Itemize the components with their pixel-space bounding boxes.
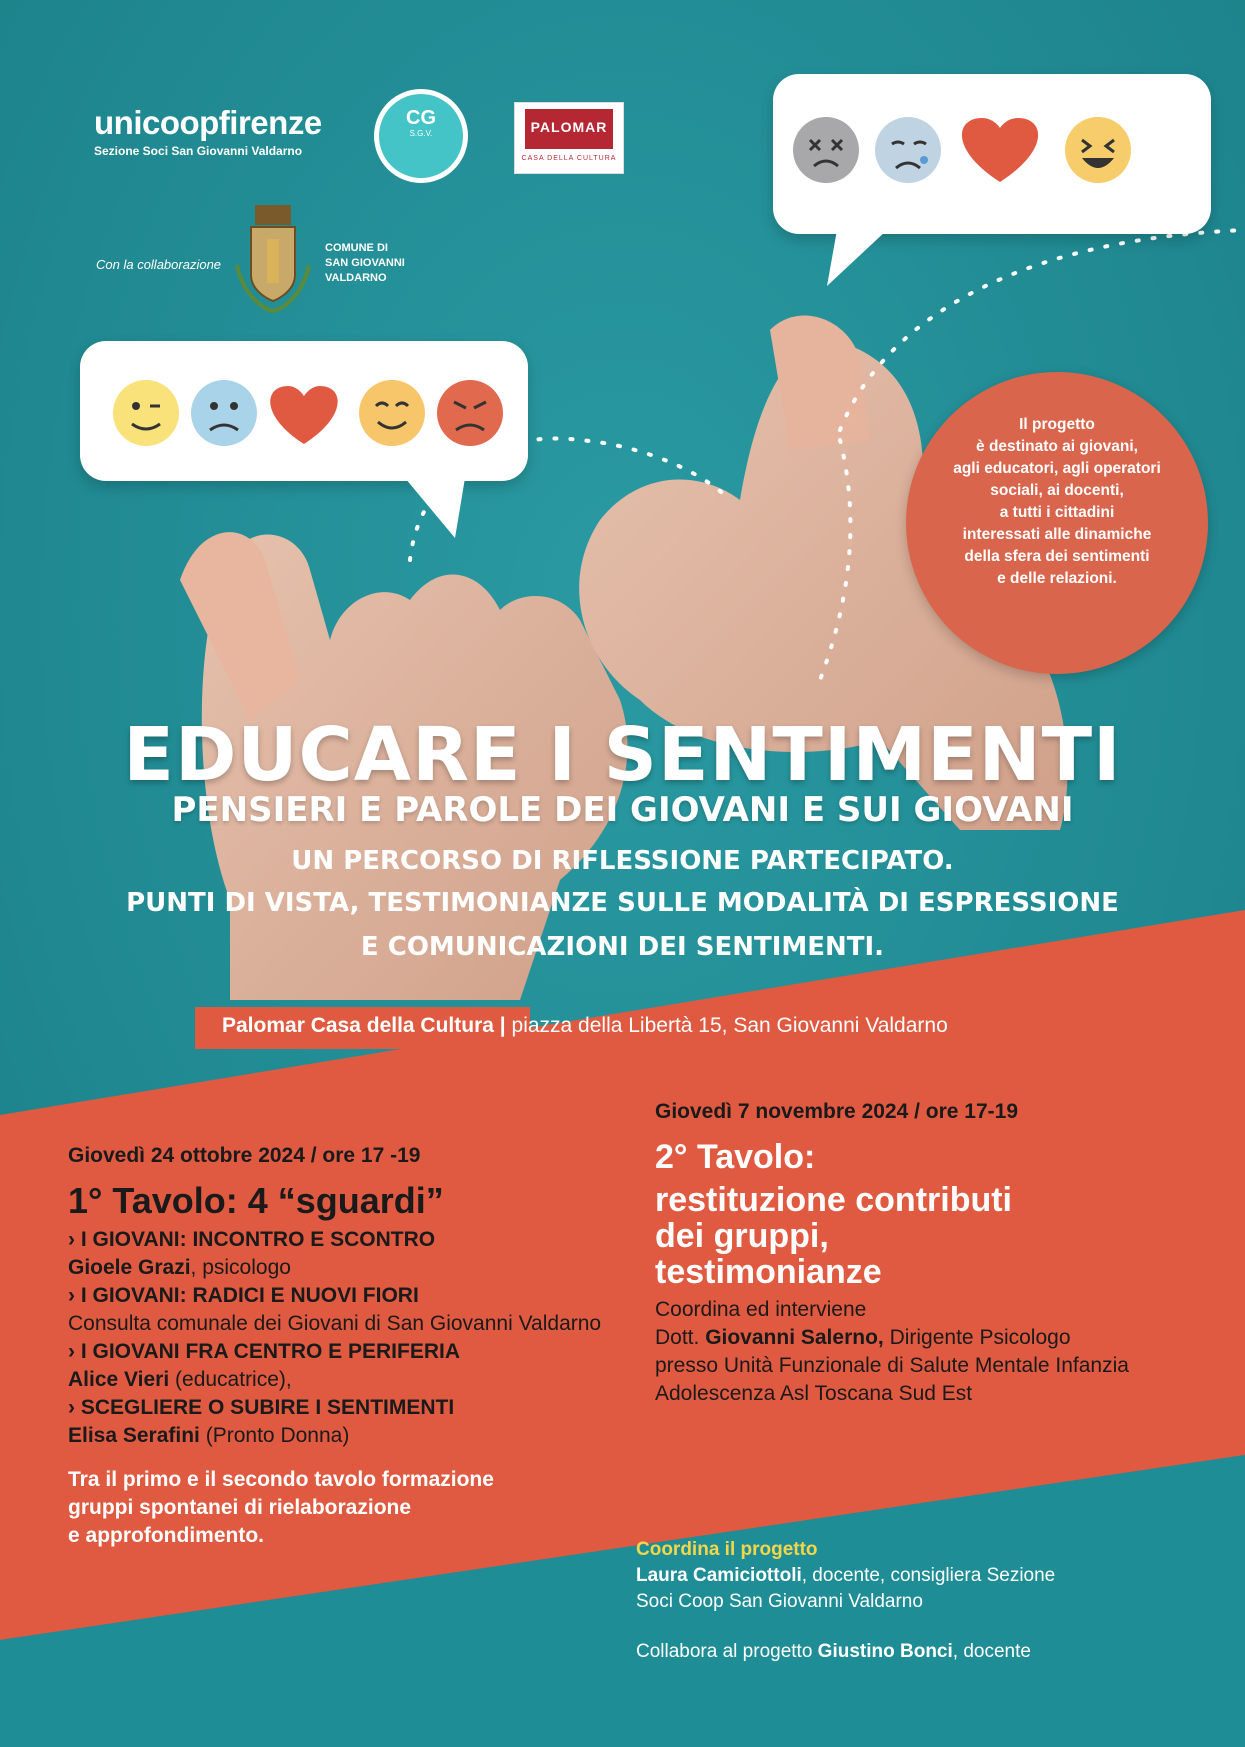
note-line: gruppi spontanei di rielaborazione <box>68 1496 412 1519</box>
event1-block <box>68 1142 668 1550</box>
sad-face-icon <box>191 380 257 446</box>
palomar-word: PALOMAR <box>530 119 608 135</box>
circle-line: interessati alle dinamiche <box>962 526 1152 543</box>
main-title: EDUCARE I SENTIMENTI <box>123 712 1122 798</box>
event2-speaker: Giovanni Salerno, <box>705 1326 884 1349</box>
event1-topic: › I GIOVANI: RADICI E NUOVI FIORI <box>68 1284 419 1307</box>
palomar-logo <box>514 102 624 174</box>
bubble-tail-left <box>405 478 475 538</box>
comune-line1: COMUNE DI <box>325 242 388 254</box>
circle-line: agli educatori, agli operatori <box>953 460 1161 477</box>
event1-item <box>68 1226 668 1282</box>
speaker-prefix: Dott. <box>655 1326 706 1349</box>
cg-logo <box>374 89 468 183</box>
event2-line: presso Unità Funzionale di Salute Mentale Infanzia <box>655 1354 1129 1377</box>
description-line-3: E COMUNICAZIONI DEI SENTIMENTI. <box>360 932 885 962</box>
event1-speaker: Alice Vieri <box>68 1368 170 1391</box>
event2-block <box>655 1098 1215 1408</box>
event2-speaker-role: Dirigente Psicologo <box>883 1326 1071 1349</box>
crying-face-icon <box>875 117 941 183</box>
collab-suffix: , docente <box>952 1641 1031 1662</box>
subtitle-line: testimonianze <box>655 1253 882 1291</box>
circle-line: sociali, ai docenti, <box>990 482 1124 499</box>
event1-role: Consulta comunale dei Giovani di San Giovanni Valdarno <box>68 1312 602 1335</box>
event1-topic: › I GIOVANI FRA CENTRO E PERIFERIA <box>68 1340 461 1363</box>
coordinator-name: Laura Camiciottoli <box>636 1565 802 1586</box>
winking-face-icon <box>113 380 179 446</box>
comune-crest-icon <box>233 205 315 315</box>
coordinator-role-2: Soci Coop San Giovanni Valdarno <box>636 1591 923 1612</box>
event2-subtitle <box>655 1182 1215 1290</box>
emoji-row-right <box>790 110 1160 200</box>
event1-role: (educatrice), <box>169 1368 292 1391</box>
project-info-text <box>906 414 1208 590</box>
comune-label <box>325 241 405 286</box>
venue-name: Palomar Casa della Cultura <box>222 1014 494 1037</box>
circle-line: a tutti i cittadini <box>999 504 1115 521</box>
event1-topic: › I GIOVANI: INCONTRO E SCONTRO <box>68 1228 436 1251</box>
event1-title: 1° Tavolo: 4 “sguardi” <box>68 1180 444 1221</box>
smiling-face-icon <box>359 380 425 446</box>
comune-line3: VALDARNO <box>325 272 387 284</box>
description-line-2: PUNTI DI VISTA, TESTIMONIANZE SULLE MODALITÀ DI ESPRESSIONE <box>126 888 1119 918</box>
collab-prefix: Collabora al progetto <box>636 1641 818 1662</box>
event1-note <box>68 1466 668 1550</box>
unicoop-subtitle: Sezione Soci San Giovanni Valdarno <box>94 144 303 158</box>
comune-line2: SAN GIOVANNI <box>325 257 405 269</box>
subtitle-line: dei gruppi, <box>655 1217 829 1255</box>
event2-title: 2° Tavolo: <box>655 1138 816 1176</box>
heart-icon-2 <box>270 386 337 444</box>
heart-icon <box>962 118 1038 182</box>
project-info-circle <box>906 372 1208 674</box>
circle-line: Il progetto <box>1019 416 1095 433</box>
venue-separator: | <box>499 1014 506 1037</box>
emoji-row-left <box>110 378 510 448</box>
event2-coord-label: Coordina ed interviene <box>655 1298 867 1321</box>
coordinator-role: , docente, consigliera Sezione <box>801 1565 1056 1586</box>
subtitle-line: restituzione contributi <box>655 1181 1012 1219</box>
event1-item <box>68 1338 668 1394</box>
angry-face-icon <box>437 380 503 446</box>
cg-letters: CG <box>406 107 436 129</box>
event1-item <box>68 1282 668 1338</box>
project-coord-label: Coordina il progetto <box>636 1539 818 1560</box>
palomar-subtitle: CASA DELLA CULTURA <box>521 155 617 162</box>
dizzy-face-icon <box>793 117 859 183</box>
event1-item <box>68 1394 668 1450</box>
note-line: Tra il primo e il secondo tavolo formazione <box>68 1468 494 1491</box>
unicoop-logo <box>94 104 322 158</box>
event1-speaker: Gioele Grazi <box>68 1256 191 1279</box>
note-line: e approfondimento. <box>68 1524 264 1547</box>
subtitle: PENSIERI E PAROLE DEI GIOVANI E SUI GIOVANI <box>171 790 1074 830</box>
event1-speaker: Elisa Serafini <box>68 1424 200 1447</box>
project-credits <box>636 1537 1216 1665</box>
cg-subtitle: S.G.V. <box>409 129 433 138</box>
venue-address: piazza della Libertà 15, San Giovanni Valdarno <box>511 1014 948 1037</box>
circle-line: è destinato ai giovani, <box>976 438 1138 455</box>
venue-line <box>222 1014 948 1038</box>
event1-role: (Pronto Donna) <box>199 1424 350 1447</box>
laughing-face-icon <box>1065 117 1131 183</box>
bubble-tail-right <box>827 230 897 286</box>
description-line-1: UN PERCORSO DI RIFLESSIONE PARTECIPATO. <box>291 846 954 876</box>
unicoop-name: unicoopfirenze <box>94 104 322 141</box>
event2-line: Adolescenza Asl Toscana Sud Est <box>655 1382 973 1405</box>
collaborator-name: Giustino Bonci <box>817 1641 953 1662</box>
circle-line: e delle relazioni. <box>997 570 1117 587</box>
event1-date: Giovedì 24 ottobre 2024 / ore 17 -19 <box>68 1144 421 1167</box>
circle-line: della sfera dei sentimenti <box>964 548 1150 565</box>
collaboration-label: Con la collaborazione <box>96 257 222 272</box>
event1-topic: › SCEGLIERE O SUBIRE I SENTIMENTI <box>68 1396 455 1419</box>
event2-date: Giovedì 7 novembre 2024 / ore 17-19 <box>655 1100 1019 1123</box>
event1-role: , psicologo <box>190 1256 291 1279</box>
